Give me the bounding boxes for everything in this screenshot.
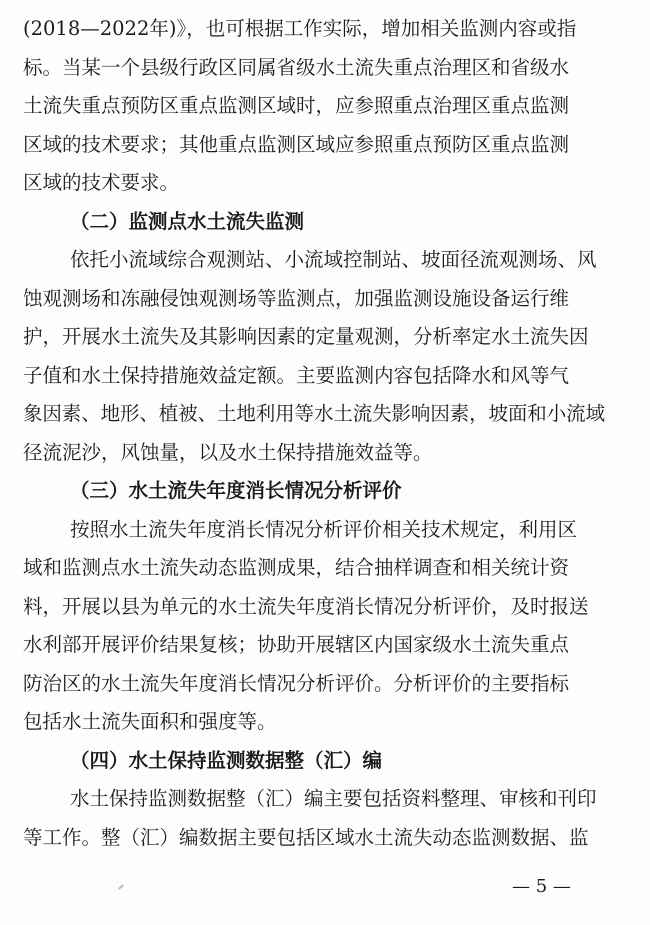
section-heading: （四）水土保持监测数据整（汇）编 xyxy=(70,748,383,772)
text-line: 料，开展以县为单元的水土流失年度消长情况分析评价，及时报送 xyxy=(23,594,589,618)
text-line: 子值和水土保持措施效益定额。主要监测内容包括降水和风等气 xyxy=(23,363,570,387)
section-heading: （三）水土流失年度消长情况分析评价 xyxy=(70,479,402,502)
text-line: 按照水土流失年度消长情况分析评价相关技术规定，利用区 xyxy=(70,517,578,541)
text-line: 水土保持监测数据整（汇）编主要包括资料整理、审核和刊印 xyxy=(70,787,597,810)
scan-mark xyxy=(118,884,124,889)
text-line: 防治区的水土流失年度消长情况分析评价。分析评价的主要指标 xyxy=(23,671,570,695)
text-line: 等工作。整（汇）编数据主要包括区域水土流失动态监测数据、监 xyxy=(23,825,589,849)
text-line: 蚀观测场和冻融侵蚀观测场等监测点，加强监测设施设备运行维 xyxy=(23,286,570,310)
text-line: 径流泥沙，风蚀量，以及水土保持措施效益等。 xyxy=(23,440,433,464)
text-line: 包括水土流失面积和强度等。 xyxy=(23,710,277,733)
text-line: 域和监测点水土流失动态监测成果，结合抽样调查和相关统计资 xyxy=(23,556,570,579)
text-line: 象因素、地形、植被、土地利用等水土流失影响因素，坡面和小流域 xyxy=(23,402,605,425)
text-line: (2018—2022年)》，也可根据工作实际，增加相关监测内容或指 xyxy=(23,17,577,40)
text-line: 土流失重点预防区重点监测区域时，应参照重点治理区重点监测 xyxy=(23,94,570,117)
text-line: 依托小流域综合观测站、小流域控制站、坡面径流观测场、风 xyxy=(70,248,597,271)
page-number: — 5 — xyxy=(512,876,571,897)
text-line: 护，开展水土流失及其影响因素的定量观测，分析率定水土流失因 xyxy=(23,325,589,348)
text-line: 区域的技术要求。 xyxy=(23,171,180,194)
text-line: 水利部开展评价结果复核；协助开展辖区内国家级水土流失重点 xyxy=(23,633,570,656)
text-line: 区域的技术要求；其他重点监测区域应参照重点预防区重点监测 xyxy=(23,132,570,156)
section-heading: （二）监测点水土流失监测 xyxy=(70,209,305,233)
text-line: 标。当某一个县级行政区同属省级水土流失重点治理区和省级水 xyxy=(23,55,570,79)
